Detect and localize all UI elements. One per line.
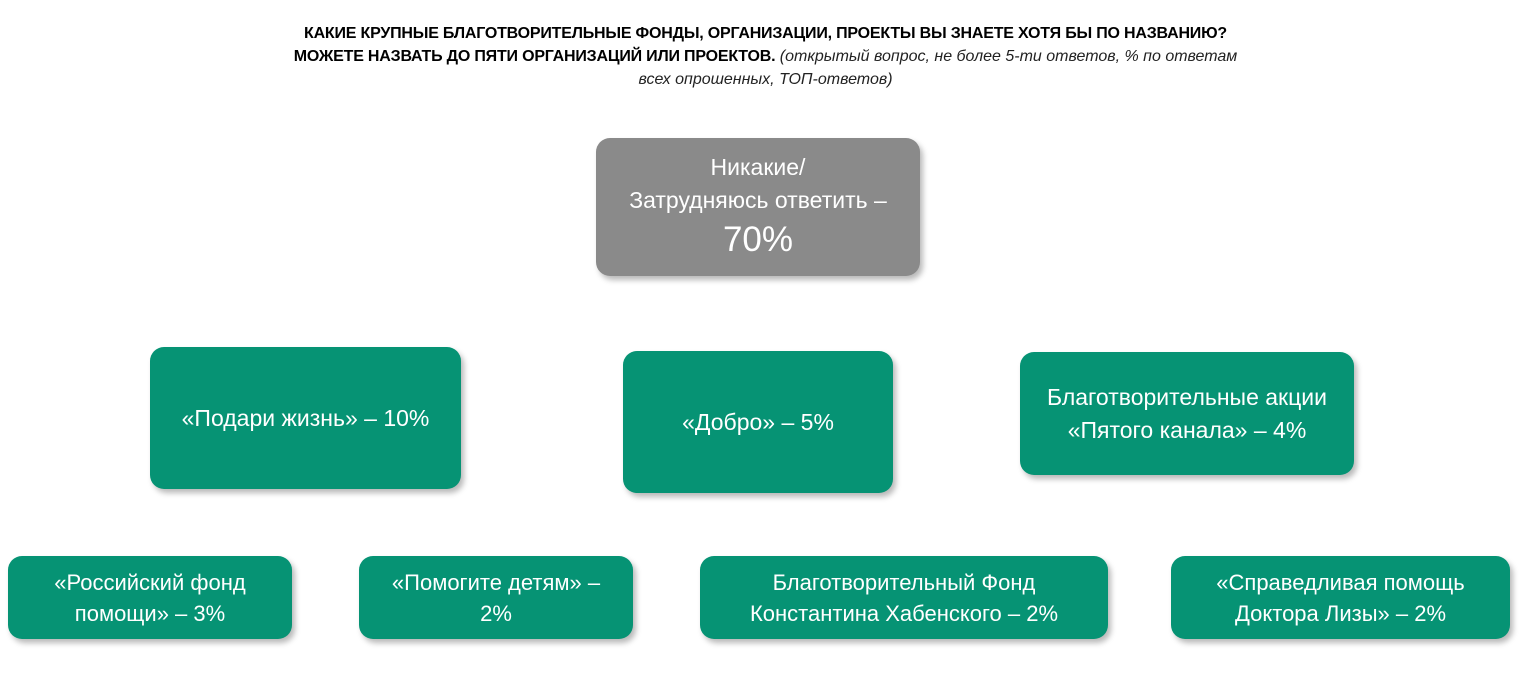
answer-box-russian-help-fund-line2: помощи» – 3% [74,600,226,626]
answer-box-doctor-liza [1171,556,1510,639]
answer-box-dobro-line1: «Добро» – 5% [682,408,834,435]
answer-box-russian-help-fund-line1: «Российский фонд [54,569,246,595]
question-line-2-wrapper [0,45,1531,68]
survey-question-header [0,22,1531,91]
answer-box-channel-five-line2: «Пятого канала» – 4% [1067,416,1307,443]
answer-box-channel-five-line1: Благотворительные акции [1047,383,1327,410]
answer-box-khabensky-fund-line2: Константина Хабенского – 2% [749,600,1059,626]
answer-box-none-value: 70% [722,220,794,259]
answer-box-help-children-line1: «Помогите детям» – [391,569,601,595]
answer-box-none-line2: Затрудняюсь ответить – [629,187,887,213]
answer-box-help-children [359,556,633,639]
answer-box-channel-five [1020,352,1354,475]
answer-box-khabensky-fund-line1: Благотворительный Фонд [772,569,1036,595]
answer-box-russian-help-fund [8,556,292,639]
answer-box-none-hard-to-say [596,138,920,276]
answer-box-podari-zhizn [150,347,461,489]
question-line-1: КАКИЕ КРУПНЫЕ БЛАГОТВОРИТЕЛЬНЫЕ ФОНДЫ, ОРГАНИЗАЦИИ, ПРОЕКТЫ ВЫ ЗНАЕТЕ ХОТЯ БЫ ПО НАЗВАНИЮ? [304,25,1227,42]
answer-box-help-children-line2: 2% [480,600,512,626]
question-note-part-2: всех опрошенных, ТОП-ответов) [638,71,893,88]
answer-box-khabensky-fund [700,556,1108,639]
answer-box-none-line1: Никакие/ [710,154,806,180]
question-note-part-1: (открытый вопрос, не более 5-ти ответов, % по ответам [779,48,1238,65]
answer-box-podari-zhizn-line1: «Подари жизнь» – 10% [181,404,430,431]
question-line-2: МОЖЕТЕ НАЗВАТЬ ДО ПЯТИ ОРГАНИЗАЦИЙ ИЛИ ПРОЕКТОВ. [293,48,776,65]
answer-box-doctor-liza-line1: «Справедливая помощь [1216,569,1465,595]
answer-box-doctor-liza-line2: Доктора Лизы» – 2% [1234,600,1447,626]
answer-box-dobro [623,351,893,493]
